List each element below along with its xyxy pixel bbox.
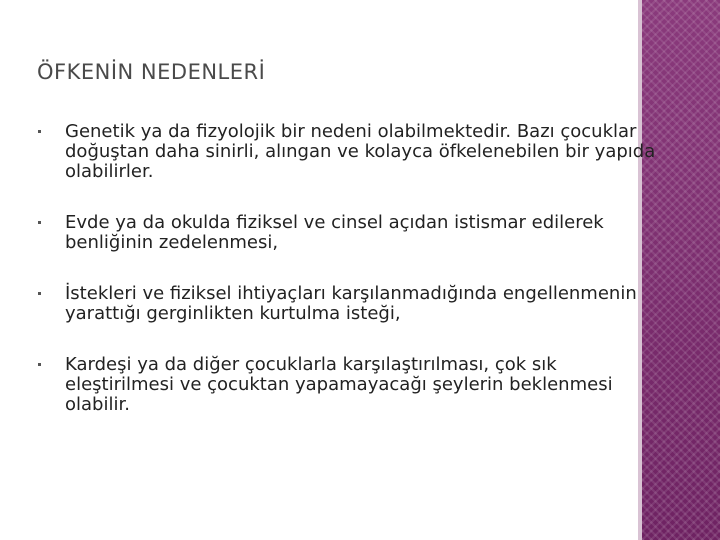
bullet-marker-icon	[38, 292, 41, 295]
bullet-item	[38, 355, 658, 415]
bullet-text: Evde ya da okulda fiziksel ve cinsel açıdan istismar edilerek benliğinin zedelenmesi,	[65, 212, 604, 253]
bullet-item	[38, 213, 658, 253]
bullet-text: Genetik ya da fizyolojik bir nedeni olabilmektedir. Bazı çocuklar doğuştan daha sinirli, alıngan ve kolayca öfkelenebilen bir yapıda olabilirler.	[65, 121, 656, 182]
bullet-marker-icon	[38, 363, 41, 366]
bullet-text: Kardeşi ya da diğer çocuklarla karşılaştırılması, çok sık eleştirilmesi ve çocuktan yapamayacağı şeylerin beklenmesi olabilir.	[65, 354, 613, 415]
bullet-marker-icon	[38, 130, 41, 133]
bullet-item	[38, 122, 658, 182]
bullet-item	[38, 284, 658, 324]
bullet-text: İstekleri ve fiziksel ihtiyaçları karşılanmadığında engellenmenin yarattığı gerginlikten kurtulma isteği,	[65, 283, 637, 324]
bullet-list	[38, 122, 658, 446]
slide-title: ÖFKENİN NEDENLERİ	[37, 60, 266, 84]
bullet-marker-icon	[38, 221, 41, 224]
